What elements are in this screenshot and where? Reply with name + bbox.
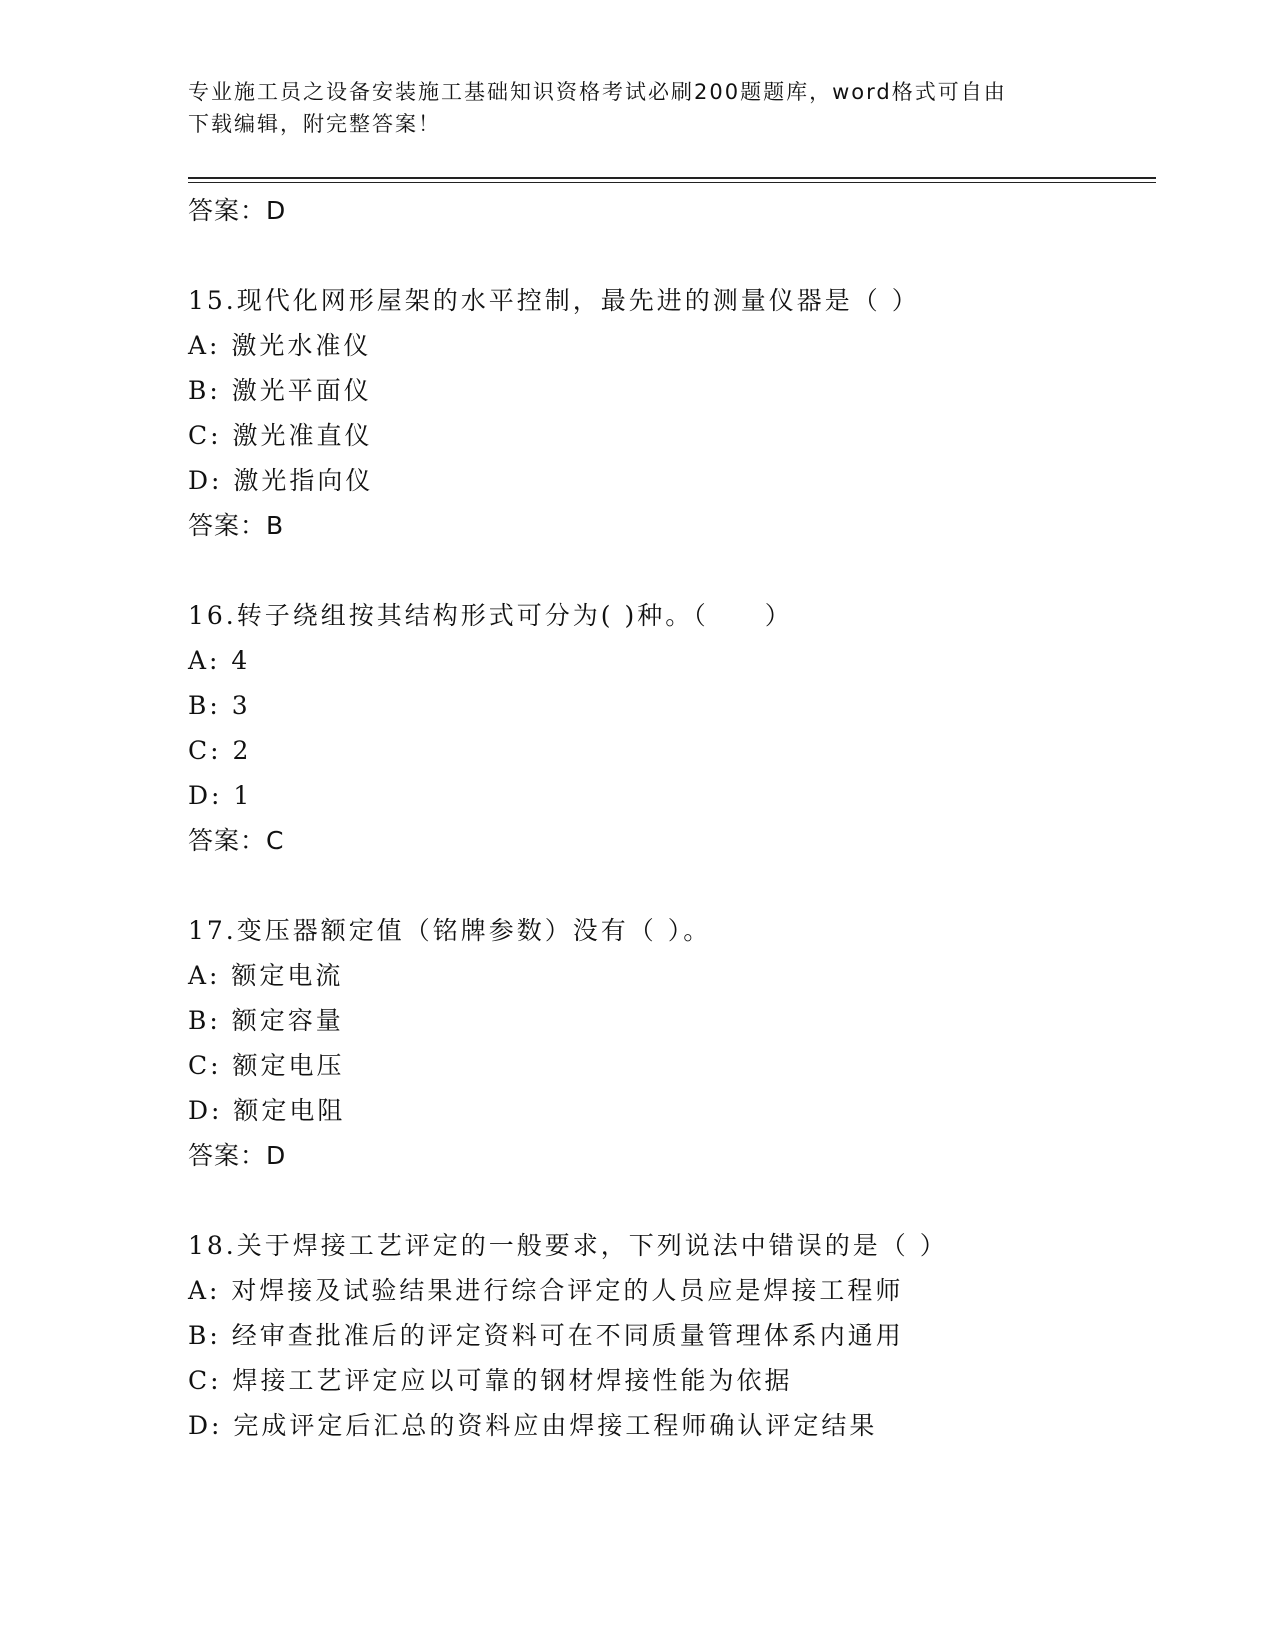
question-text: 15.现代化网形屋架的水平控制，最先进的测量仪器是（ ） [188,286,920,315]
option-line: C: 额定电压 [188,1051,345,1080]
spacer [188,1178,1156,1223]
option-line: D: 完成评定后汇总的资料应由焊接工程师确认评定结果 [188,1411,878,1440]
header-divider-thick [188,177,1156,179]
header-divider-thin [188,182,1156,183]
option-line: D: 激光指向仪 [188,466,374,495]
header-line-1: 专业施工员之设备安装施工基础知识资格考试必刷200题题库，word格式可自由 [188,80,1007,104]
spacer [188,233,1156,278]
option-line: B: 额定容量 [188,1006,344,1035]
question-text: 16.转子绕组按其结构形式可分为( )种。（ ） [188,601,793,630]
spacer [188,548,1156,593]
option-line: C: 激光准直仪 [188,421,373,450]
question-list [188,188,1156,1448]
option-line: B: 经审查批准后的评定资料可在不同质量管理体系内通用 [188,1321,904,1350]
option-line: C: 2 [188,736,252,765]
option-line: A: 4 [188,646,251,675]
answer-line: 答案：B [188,511,285,540]
question-text: 18.关于焊接工艺评定的一般要求，下列说法中错误的是（ ） [188,1231,948,1260]
option-line: B: 激光平面仪 [188,376,372,405]
option-line: D: 额定电阻 [188,1096,346,1125]
document-header [188,76,1088,140]
option-line: C: 焊接工艺评定应以可靠的钢材焊接性能为依据 [188,1366,793,1395]
option-line: A: 激光水准仪 [188,331,372,360]
option-line: B: 3 [188,691,251,720]
option-line: D: 1 [188,781,253,810]
option-line: A: 额定电流 [188,961,344,990]
spacer [188,863,1156,908]
answer-line: 答案：D [188,196,287,225]
question-text: 17.变压器额定值（铭牌参数）没有（ ）。 [188,916,712,945]
answer-line: 答案：C [188,826,285,855]
answer-line: 答案：D [188,1141,287,1170]
option-line: A: 对焊接及试验结果进行综合评定的人员应是焊接工程师 [188,1276,904,1305]
header-line-2: 下载编辑，附完整答案！ [188,112,441,136]
